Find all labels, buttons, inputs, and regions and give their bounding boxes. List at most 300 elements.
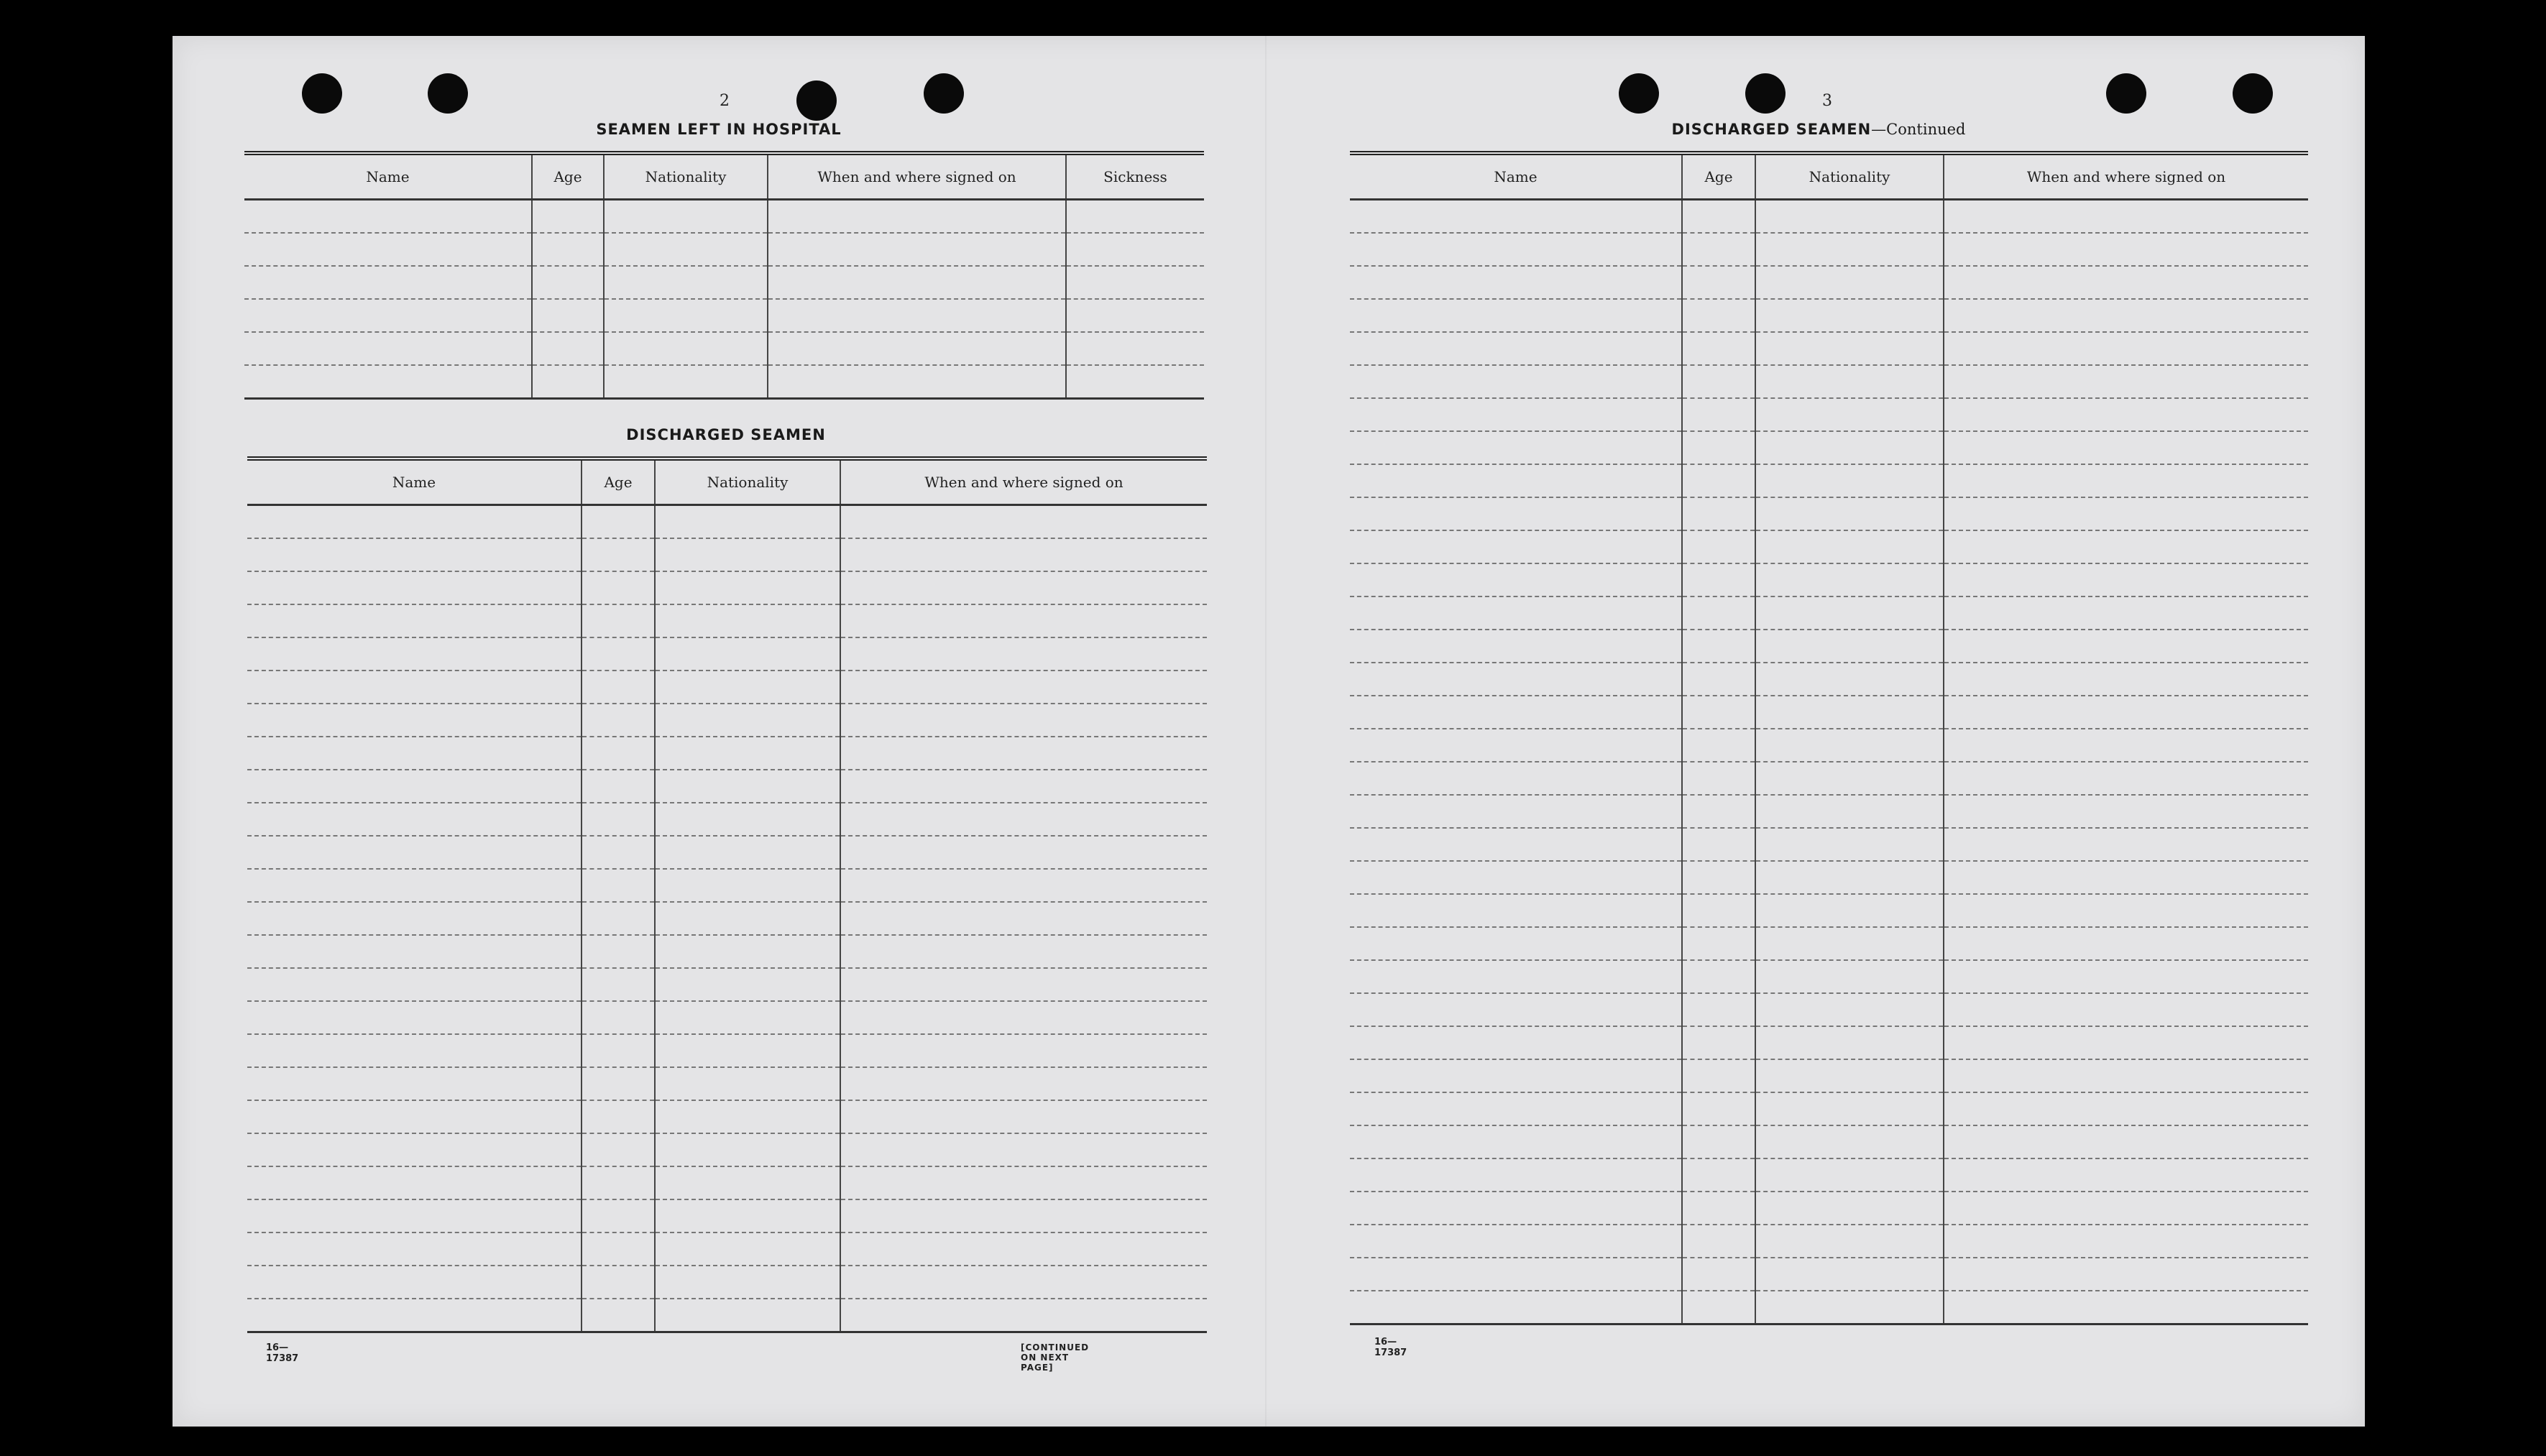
table-cell	[244, 299, 532, 332]
table-cell	[1350, 266, 1682, 299]
table-cell	[655, 869, 840, 902]
table-row	[1350, 993, 2308, 1026]
table-row	[1350, 299, 2308, 332]
table-cell	[1350, 464, 1682, 497]
punch-hole	[1619, 73, 1659, 114]
table-cell	[1682, 795, 1755, 828]
table-cell	[1682, 464, 1755, 497]
table-cell	[582, 1299, 655, 1332]
table-cell	[1755, 795, 1944, 828]
table-cell	[840, 1001, 1207, 1034]
table-row	[247, 869, 1207, 902]
table-cell	[1682, 861, 1755, 894]
table-cell	[1682, 762, 1755, 795]
table-cell	[1755, 696, 1944, 729]
table-cell	[655, 770, 840, 803]
table-cell	[1944, 431, 2308, 464]
table-cell	[1944, 299, 2308, 332]
table-row	[1350, 960, 2308, 993]
table-cell	[604, 266, 768, 299]
table-row	[244, 266, 1204, 299]
table-cell	[1755, 563, 1944, 596]
table-row	[244, 200, 1204, 234]
table-cell	[244, 200, 532, 234]
table-row	[247, 968, 1207, 1001]
table-row	[1350, 861, 2308, 894]
table-cell	[1755, 861, 1944, 894]
table-cell	[1682, 1192, 1755, 1225]
table-cell	[582, 1100, 655, 1133]
table-cell	[582, 571, 655, 604]
table-cell	[1755, 1059, 1944, 1092]
table-cell	[1944, 1125, 2308, 1158]
table-cell	[582, 1166, 655, 1199]
table-row	[247, 637, 1207, 671]
table-cell	[1682, 398, 1755, 431]
column-header-sickness: Sickness	[1066, 153, 1204, 200]
table-cell	[1755, 398, 1944, 431]
table-cell	[1944, 464, 2308, 497]
table-row	[244, 233, 1204, 266]
table-cell	[247, 571, 582, 604]
table-cell	[1350, 729, 1682, 762]
table-cell	[532, 365, 604, 399]
table-cell	[840, 1067, 1207, 1100]
table-cell	[1944, 530, 2308, 563]
table-cell	[840, 604, 1207, 637]
table-cell	[247, 1100, 582, 1133]
table-cell	[1066, 365, 1204, 399]
table-cell	[1682, 596, 1755, 630]
column-header-signed-on: When and where signed on	[1944, 153, 2308, 200]
table-header-row	[247, 459, 1207, 505]
table-cell	[244, 266, 532, 299]
table-cell	[840, 1034, 1207, 1067]
table-cell	[247, 902, 582, 935]
table-cell	[582, 1001, 655, 1034]
table-row	[1350, 630, 2308, 663]
table-cell	[1350, 630, 1682, 663]
table-cell	[1944, 497, 2308, 530]
table-cell	[840, 737, 1207, 770]
table-row	[247, 803, 1207, 836]
table-cell	[1350, 1026, 1682, 1059]
table-cell	[1944, 398, 2308, 431]
table-row	[247, 671, 1207, 704]
table-cell	[582, 935, 655, 968]
table-cell	[1682, 200, 1755, 234]
table-cell	[1755, 233, 1944, 266]
table-cell	[1755, 729, 1944, 762]
table-cell	[1682, 431, 1755, 464]
table-cell	[1944, 630, 2308, 663]
table-row	[247, 1166, 1207, 1199]
table-cell	[1755, 630, 1944, 663]
table-cell	[840, 902, 1207, 935]
discharged-table	[247, 456, 1207, 1333]
table-cell	[1944, 696, 2308, 729]
table-cell	[1944, 894, 2308, 927]
table-cell	[655, 968, 840, 1001]
table-cell	[1682, 630, 1755, 663]
table-cell	[1350, 365, 1682, 398]
table-cell	[1755, 200, 1944, 234]
column-header-age: Age	[582, 459, 655, 505]
table-cell	[604, 299, 768, 332]
table-cell	[532, 299, 604, 332]
table-cell	[1066, 299, 1204, 332]
table-row	[247, 737, 1207, 770]
table-cell	[604, 365, 768, 399]
table-cell	[840, 505, 1207, 539]
column-header-name: Name	[247, 459, 582, 505]
table-cell	[1350, 1059, 1682, 1092]
table-cell	[1350, 894, 1682, 927]
table-row	[244, 365, 1204, 399]
table-cell	[1682, 696, 1755, 729]
table-cell	[1755, 663, 1944, 696]
table-cell	[582, 1199, 655, 1232]
table-cell	[1755, 960, 1944, 993]
table-header-row	[1350, 153, 2308, 200]
table-cell	[1682, 663, 1755, 696]
table-cell	[1350, 299, 1682, 332]
table-row	[244, 299, 1204, 332]
punch-hole	[302, 73, 342, 114]
table-row	[247, 1100, 1207, 1133]
table-row	[247, 1001, 1207, 1034]
table-cell	[247, 1266, 582, 1299]
table-cell	[1944, 762, 2308, 795]
table-cell	[1944, 1092, 2308, 1125]
table-cell	[655, 1067, 840, 1100]
table-row	[247, 1299, 1207, 1332]
table-cell	[1755, 1258, 1944, 1291]
table-row	[247, 1199, 1207, 1232]
table-row	[247, 538, 1207, 571]
table-cell	[1755, 1192, 1944, 1225]
table-cell	[1755, 894, 1944, 927]
table-cell	[768, 332, 1066, 365]
table-cell	[1682, 1026, 1755, 1059]
table-cell	[1682, 233, 1755, 266]
table-cell	[532, 200, 604, 234]
table-cell	[1350, 663, 1682, 696]
table-cell	[247, 1133, 582, 1166]
table-cell	[1944, 960, 2308, 993]
table-cell	[1944, 1026, 2308, 1059]
table-cell	[1350, 1291, 1682, 1324]
table-cell	[582, 604, 655, 637]
table-cell	[655, 704, 840, 737]
table-cell	[582, 505, 655, 539]
table-cell	[655, 836, 840, 869]
table-cell	[582, 538, 655, 571]
form-code: 16—17387	[1374, 1337, 1407, 1358]
table-row	[247, 1232, 1207, 1266]
table-cell	[840, 1100, 1207, 1133]
table-row	[1350, 233, 2308, 266]
discharged-section-title: DISCHARGED SEAMEN	[626, 426, 826, 443]
table-cell	[1755, 299, 1944, 332]
table-cell	[1350, 1158, 1682, 1192]
table-cell	[840, 1232, 1207, 1266]
table-cell	[1755, 497, 1944, 530]
table-cell	[1944, 1225, 2308, 1258]
table-cell	[1682, 1059, 1755, 1092]
table-cell	[582, 902, 655, 935]
table-cell	[1350, 993, 1682, 1026]
table-row	[1350, 663, 2308, 696]
table-cell	[655, 1266, 840, 1299]
table-cell	[582, 1067, 655, 1100]
table-cell	[1682, 1258, 1755, 1291]
hospital-table	[244, 151, 1204, 400]
table-cell	[247, 604, 582, 637]
table-cell	[1944, 1291, 2308, 1324]
table-cell	[582, 704, 655, 737]
table-cell	[582, 637, 655, 671]
table-cell	[532, 266, 604, 299]
table-cell	[840, 671, 1207, 704]
table-cell	[1944, 729, 2308, 762]
table-row	[1350, 497, 2308, 530]
column-header-signed-on: When and where signed on	[840, 459, 1207, 505]
table-cell	[1944, 233, 2308, 266]
page-number: 3	[1822, 92, 1832, 110]
table-cell	[1944, 365, 2308, 398]
table-row	[247, 505, 1207, 539]
table-cell	[1944, 663, 2308, 696]
table-cell	[1682, 927, 1755, 960]
table-cell	[604, 233, 768, 266]
table-cell	[768, 233, 1066, 266]
table-row	[247, 571, 1207, 604]
table-cell	[244, 365, 532, 399]
table-row	[1350, 266, 2308, 299]
hospital-section-title: SEAMEN LEFT IN HOSPITAL	[596, 121, 842, 138]
table-cell	[655, 637, 840, 671]
table-cell	[655, 1133, 840, 1166]
table-cell	[1755, 431, 1944, 464]
table-cell	[1350, 1225, 1682, 1258]
table-cell	[1755, 1125, 1944, 1158]
table-row	[247, 1266, 1207, 1299]
table-cell	[1682, 828, 1755, 861]
table-cell	[582, 737, 655, 770]
table-row	[247, 1067, 1207, 1100]
table-cell	[840, 538, 1207, 571]
table-cell	[655, 538, 840, 571]
table-cell	[1350, 398, 1682, 431]
table-cell	[247, 968, 582, 1001]
table-row	[247, 935, 1207, 968]
table-cell	[582, 968, 655, 1001]
table-cell	[1944, 563, 2308, 596]
table-cell	[768, 266, 1066, 299]
section-title-text: DISCHARGED SEAMEN	[1671, 121, 1872, 138]
table-header-row	[244, 153, 1204, 200]
table-cell	[1350, 960, 1682, 993]
punch-hole	[428, 73, 468, 114]
table-row	[247, 836, 1207, 869]
table-cell	[1755, 266, 1944, 299]
table-row	[1350, 464, 2308, 497]
page-fold	[1265, 36, 1267, 1427]
table-cell	[1682, 1125, 1755, 1158]
table-cell	[582, 1232, 655, 1266]
table-cell	[840, 935, 1207, 968]
table-row	[1350, 1192, 2308, 1225]
table-cell	[247, 704, 582, 737]
table-cell	[247, 836, 582, 869]
table-row	[1350, 1125, 2308, 1158]
table-cell	[1944, 266, 2308, 299]
table-cell	[247, 1299, 582, 1332]
table-cell	[247, 1166, 582, 1199]
table-cell	[247, 935, 582, 968]
table-cell	[768, 299, 1066, 332]
table-cell	[1682, 530, 1755, 563]
table-row	[1350, 927, 2308, 960]
table-cell	[1066, 200, 1204, 234]
punch-hole	[924, 73, 964, 114]
table-cell	[1066, 332, 1204, 365]
table-cell	[1755, 1158, 1944, 1192]
table-cell	[1350, 497, 1682, 530]
table-cell	[1682, 1092, 1755, 1125]
table-cell	[1066, 233, 1204, 266]
table-row	[1350, 729, 2308, 762]
table-cell	[1350, 332, 1682, 365]
table-cell	[840, 1266, 1207, 1299]
table-cell	[1944, 828, 2308, 861]
table-cell	[1682, 266, 1755, 299]
table-cell	[582, 836, 655, 869]
table-cell	[840, 704, 1207, 737]
table-cell	[1350, 828, 1682, 861]
table-cell	[247, 1034, 582, 1067]
table-cell	[840, 1166, 1207, 1199]
table-row	[1350, 365, 2308, 398]
table-cell	[604, 332, 768, 365]
table-cell	[1350, 927, 1682, 960]
table-cell	[1755, 762, 1944, 795]
table-cell	[655, 1166, 840, 1199]
table-cell	[582, 1266, 655, 1299]
table-cell	[840, 836, 1207, 869]
table-row	[247, 604, 1207, 637]
table-cell	[840, 1299, 1207, 1332]
table-cell	[582, 1034, 655, 1067]
table-cell	[840, 869, 1207, 902]
table-cell	[1682, 1225, 1755, 1258]
table-cell	[1682, 1158, 1755, 1192]
table-row	[1350, 332, 2308, 365]
column-header-nationality: Nationality	[655, 459, 840, 505]
table-cell	[840, 571, 1207, 604]
table-cell	[582, 671, 655, 704]
table-cell	[655, 1299, 840, 1332]
table-cell	[247, 803, 582, 836]
table-row	[1350, 398, 2308, 431]
table-cell	[1350, 1092, 1682, 1125]
table-cell	[1682, 563, 1755, 596]
table-row	[1350, 1026, 2308, 1059]
table-cell	[655, 604, 840, 637]
table-cell	[1350, 1125, 1682, 1158]
table-cell	[1944, 200, 2308, 234]
table-cell	[1944, 861, 2308, 894]
table-cell	[1350, 762, 1682, 795]
table-cell	[1682, 299, 1755, 332]
table-cell	[1755, 828, 1944, 861]
continued-note: [CONTINUED ON NEXT PAGE]	[1021, 1342, 1090, 1373]
table-cell	[1755, 596, 1944, 630]
table-cell	[247, 869, 582, 902]
table-cell	[840, 1133, 1207, 1166]
table-cell	[1682, 332, 1755, 365]
table-cell	[1755, 1291, 1944, 1324]
table-cell	[1350, 431, 1682, 464]
table-cell	[768, 200, 1066, 234]
table-cell	[655, 1199, 840, 1232]
table-cell	[604, 200, 768, 234]
table-row	[247, 770, 1207, 803]
discharged-continued-table	[1350, 151, 2308, 1325]
table-cell	[1944, 1158, 2308, 1192]
table-cell	[1682, 993, 1755, 1026]
table-cell	[1682, 960, 1755, 993]
table-cell	[1350, 1192, 1682, 1225]
section-title-suffix: —Continued	[1871, 121, 1966, 138]
punch-hole	[796, 80, 837, 121]
column-header-age: Age	[532, 153, 604, 200]
table-cell	[1350, 563, 1682, 596]
table-row	[244, 332, 1204, 365]
table-cell	[1944, 1192, 2308, 1225]
table-cell	[655, 737, 840, 770]
table-row	[1350, 530, 2308, 563]
discharged-continued-section-title	[1617, 121, 2020, 138]
form-code: 16—17387	[266, 1342, 299, 1364]
table-cell	[247, 505, 582, 539]
table-cell	[1755, 927, 1944, 960]
table-cell	[655, 1100, 840, 1133]
column-header-nationality: Nationality	[604, 153, 768, 200]
table-cell	[247, 538, 582, 571]
table-cell	[1944, 1258, 2308, 1291]
table-cell	[840, 1199, 1207, 1232]
table-cell	[247, 1001, 582, 1034]
scanned-document-sheet	[173, 36, 2365, 1427]
table-cell	[582, 1133, 655, 1166]
table-row	[1350, 762, 2308, 795]
table-cell	[247, 1232, 582, 1266]
table-cell	[1682, 1291, 1755, 1324]
column-header-name: Name	[1350, 153, 1682, 200]
table-cell	[1944, 927, 2308, 960]
column-header-name: Name	[244, 153, 532, 200]
table-row	[247, 1133, 1207, 1166]
table-cell	[247, 637, 582, 671]
punch-hole	[2106, 73, 2146, 114]
table-row	[1350, 894, 2308, 927]
page-number: 2	[720, 92, 730, 110]
table-cell	[768, 365, 1066, 399]
table-cell	[532, 332, 604, 365]
table-cell	[582, 869, 655, 902]
